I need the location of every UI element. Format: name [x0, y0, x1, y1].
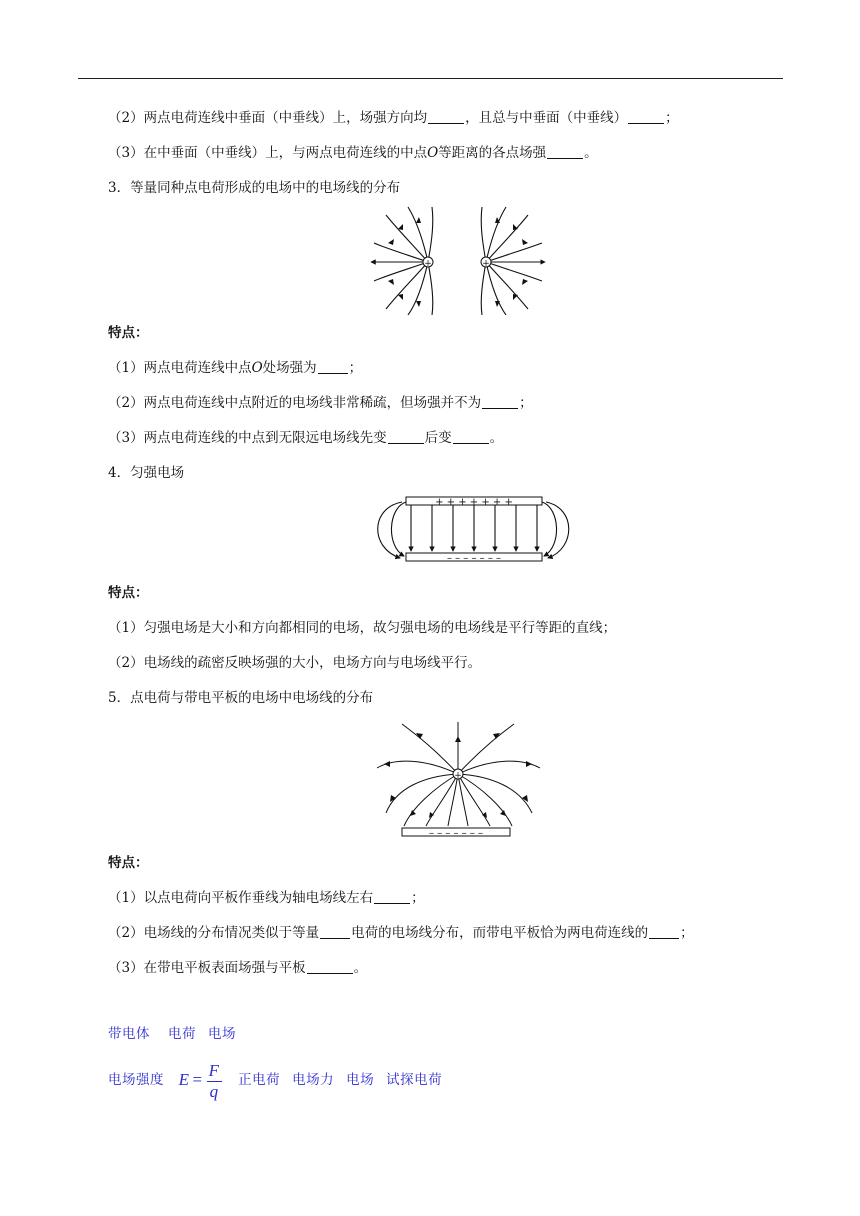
answer-blank[interactable] — [628, 109, 664, 124]
charge-sign: + — [454, 771, 462, 781]
answer-blank[interactable] — [320, 924, 350, 939]
text: 。 — [584, 145, 598, 161]
answer-blank[interactable] — [649, 924, 679, 939]
plate-negative-signs: – – – – – – – — [446, 553, 502, 564]
plate-negative-signs: – – – – – – – — [428, 828, 484, 839]
text-line-3 — [108, 143, 598, 163]
answer-row-2 — [108, 1058, 442, 1102]
text: （2）电场线的分布情况类似于等量 — [108, 925, 320, 941]
feature-heading: 特点： — [108, 325, 149, 341]
field-strength-formula — [179, 1058, 222, 1102]
text: （1）两点电荷连线中点 — [108, 360, 252, 376]
text: （3）在带电平板表面场强与平板 — [108, 960, 306, 976]
text: （2）两点电荷连线中点附近的电场线非常稀疏，但场强并不为 — [108, 395, 482, 411]
formula-equals: = — [192, 1070, 203, 1089]
section-heading-5: 5．点电荷与带电平板的电场中电场线的分布 — [108, 690, 374, 706]
answer-text: 电场力 — [292, 1072, 335, 1088]
text: 处场强为 — [262, 360, 317, 376]
plate-positive-signs: + + + + + + + — [435, 497, 513, 508]
text: 电荷的电场线分布，而带电平板恰为两电荷连线的 — [351, 925, 649, 941]
answer-text: 带电体 — [108, 1026, 150, 1042]
text: （3）在中垂面（中垂线）上，与两点电荷连线的中点 — [108, 145, 428, 161]
charge-sign: + — [424, 259, 432, 269]
answer-text: 电场 — [208, 1026, 236, 1042]
point-charge-plate-diagram — [374, 718, 544, 842]
uniform-field-diagram — [366, 494, 578, 566]
formula-denominator: q — [209, 1081, 219, 1101]
formula-numerator: F — [208, 1060, 220, 1080]
text: （3）两点电荷连线的中点到无限远电场线先变 — [108, 430, 387, 446]
text-line — [108, 958, 367, 978]
answer-text: 正电荷 — [238, 1072, 281, 1088]
point-o: O — [251, 360, 263, 376]
formula-fraction — [207, 1061, 222, 1102]
text: （2）两点电荷连线中垂面（中垂线）上，场强方向均 — [108, 110, 428, 126]
answer-blank[interactable] — [318, 359, 348, 374]
answer-text: 电场强度 — [108, 1072, 164, 1088]
text-line — [108, 923, 694, 943]
text: 等距离的各点场强 — [438, 145, 547, 161]
text-line — [108, 393, 533, 413]
charge-sign: + — [482, 259, 490, 269]
text: ，且总与中垂面（中垂线） — [465, 110, 628, 126]
text: 后变 — [424, 430, 452, 446]
header-rule — [78, 78, 783, 79]
text: ； — [665, 110, 679, 126]
section-heading-3: 3．等量同种点电荷形成的电场中的电场线的分布 — [108, 180, 401, 196]
text: 。 — [353, 960, 368, 976]
text: ； — [348, 360, 363, 376]
answer-blank[interactable] — [547, 144, 583, 159]
answer-blank[interactable] — [428, 109, 464, 124]
feature-heading: 特点： — [108, 855, 149, 871]
answer-text: 试探电荷 — [386, 1072, 443, 1088]
answer-text: 电荷 — [168, 1026, 196, 1042]
text-line — [108, 888, 425, 908]
text: ； — [519, 395, 533, 411]
text-line — [108, 428, 503, 448]
like-charges-field-diagram — [368, 205, 548, 315]
answer-blank[interactable] — [307, 959, 353, 974]
text: ； — [680, 925, 694, 941]
text-line: （2）电场线的疏密反映场强的大小，电场方向与电场线平行。 — [108, 655, 482, 671]
answer-blank[interactable] — [374, 889, 410, 904]
text: 。 — [489, 430, 504, 446]
answer-text: 电场 — [346, 1072, 375, 1088]
text-line-2 — [108, 108, 679, 128]
answer-blank[interactable] — [482, 394, 518, 409]
text-line: （1）匀强电场是大小和方向都相同的电场，故匀强电场的电场线是平行等距的直线； — [108, 620, 617, 636]
feature-heading: 特点： — [108, 585, 149, 601]
answer-blank[interactable] — [453, 429, 489, 444]
section-heading-4: 4．匀强电场 — [108, 465, 185, 481]
text: （1）以点电荷向平板作垂线为轴电场线左右 — [108, 890, 374, 906]
point-o: O — [427, 145, 439, 161]
text: ； — [411, 890, 425, 906]
answer-row-1 — [108, 1022, 236, 1042]
formula-lhs: E — [178, 1070, 190, 1089]
answer-blank[interactable] — [388, 429, 424, 444]
text-line — [108, 358, 362, 378]
